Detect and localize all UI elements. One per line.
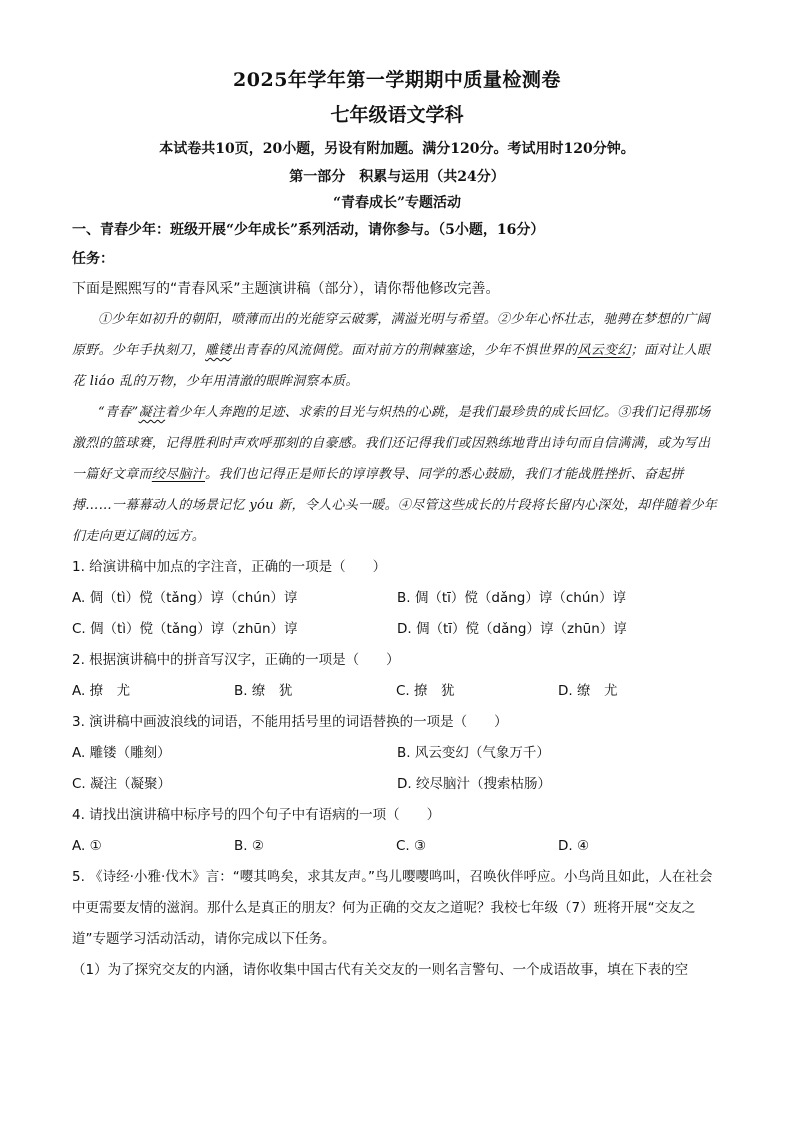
wavy-word-jiaojin: 绞尽脑汁 xyxy=(151,467,206,482)
task-intro: 下面是熙熙写的“青春风采”主题演讲稿（部分），请你帮他修改完善。 xyxy=(72,281,500,297)
exam-title: 2025年学年第一学期期中质量检测卷 xyxy=(233,69,561,91)
question-4-option-b[interactable]: B. ② xyxy=(234,838,264,854)
topic-heading: “青春成长”专题活动 xyxy=(332,195,462,211)
question-1-option-a[interactable]: A. 倜（tì）傥（tǎng）谆（chún）谆 xyxy=(72,590,298,606)
question-3-stem: 3. 演讲稿中画波浪线的词语，不能用括号里的词语替换的一项是（ ） xyxy=(72,714,508,730)
question-4-options xyxy=(72,831,722,862)
question-4-option-d[interactable]: D. ④ xyxy=(558,838,590,854)
question-4-stem: 4. 请找出演讲稿中标序号的四个句子中有语病的一项（ ） xyxy=(72,807,441,823)
question-1-option-b[interactable]: B. 倜（tī）傥（dǎng）谆（chún）谆 xyxy=(397,590,626,606)
question-5-sub-1: （1）为了探究交友的内涵，请你收集中国古代有关交友的一则名言警句、一个成语故事，填在下表的空 xyxy=(72,962,689,978)
question-5-stem: 5. 《诗经·小雅·伐木》言：“嘤其鸣矣，求其友声。”鸟儿嘤嘤鸣叫，召唤伙伴呼应。小鸟尚且如此，人在社会中更需要友情的滋润。那什么是真正的朋友？何为正确的交友之道呢？我校七年级（7）班将开展“交友之道”专题学习活动活动，请你完成以下任务。 xyxy=(72,869,713,947)
wavy-word-diaolou: 雕镂 xyxy=(205,343,232,358)
exam-notice: 本试卷共10页，20小题，另设有附加题。满分120分。考试用时120分钟。 xyxy=(159,141,635,157)
part-heading xyxy=(72,164,722,190)
question-1-options-row-2 xyxy=(72,614,722,645)
exam-subtitle: 七年级语文学科 xyxy=(330,104,464,126)
part-name: 积累与运用（共24分） xyxy=(359,169,505,185)
exam-page xyxy=(72,64,722,986)
question-3-options-row-2 xyxy=(72,769,722,800)
question-4-option-a[interactable]: A. ① xyxy=(72,838,102,854)
question-2-stem: 2. 根据演讲稿中的拼音写汉字，正确的一项是（ ） xyxy=(72,652,400,668)
question-3-option-a[interactable]: A. 雕镂（雕刻） xyxy=(72,745,171,761)
question-1-stem: 1. 给演讲稿中加点的字注音，正确的一项是（ ） xyxy=(72,559,387,575)
wavy-word-ningzhu: 凝注 xyxy=(138,405,166,420)
question-1-option-c[interactable]: C. 倜（tì）傥（tǎng）谆（zhūn）谆 xyxy=(72,621,298,637)
question-1-option-d[interactable]: D. 倜（tī）傥（dǎng）谆（zhūn）谆 xyxy=(397,621,627,637)
part-number: 第一部分 xyxy=(289,169,346,185)
speech-paragraph-2: “青春”凝注着少年人奔跑的足迹、求索的目光与炽热的心跳，是我们最珍贵的成长回忆。③我们记得那场激烈的篮球赛，记得胜利时声欢呼那刻的自豪感。我们还记得我们或因熟练地背出诗句而自信满满，或为写出一篇好文章而绞尽脑汁。我们也记得正是师长的谆谆教导、同学的悉心鼓励，我们才能战胜挫折、奋起拼搏……一幕幕动人的场景记忆 yóu 新，令人心头一暖。④尽管这些成长的片段将长留内心深处，却伴随着少年们走向更辽阔的远方。 xyxy=(72,405,718,544)
question-3-option-b[interactable]: B. 风云变幻（气象万千） xyxy=(397,745,550,761)
question-1-options-row-1 xyxy=(72,583,722,614)
speech-passage xyxy=(72,304,722,552)
speech-paragraph-1: ①少年如初升的朝阳，喷薄而出的光能穿云破雾，满溢光明与希望。②少年心怀壮志，驰骋在梦想的广阔原野。少年手执刻刀，雕镂出青春的风流倜傥。面对前方的荆棘塞途，少年不惧世界的风云变幻；面对让人眼花 liáo 乱的万物，少年用清澈的眼眸洞察本质。 xyxy=(72,312,711,389)
question-2-option-b[interactable]: B. 缭 犹 xyxy=(234,683,293,699)
question-2-option-c[interactable]: C. 撩 犹 xyxy=(396,683,455,699)
question-2-options xyxy=(72,676,722,707)
task-label: 任务： xyxy=(72,251,114,267)
question-3-options-row-1 xyxy=(72,738,722,769)
question-2-option-d[interactable]: D. 缭 尤 xyxy=(558,683,618,699)
question-3-option-c[interactable]: C. 凝注（凝聚） xyxy=(72,776,172,792)
wavy-word-fengyun: 风云变幻 xyxy=(577,343,631,358)
question-4-option-c[interactable]: C. ③ xyxy=(396,838,427,854)
question-2-option-a[interactable]: A. 撩 尤 xyxy=(72,683,131,699)
section-heading: 一、青春少年：班级开展“少年成长”系列活动，请你参与。（5小题，16分） xyxy=(72,222,545,238)
question-3-option-d[interactable]: D. 绞尽脑汁（搜索枯肠） xyxy=(397,776,551,792)
